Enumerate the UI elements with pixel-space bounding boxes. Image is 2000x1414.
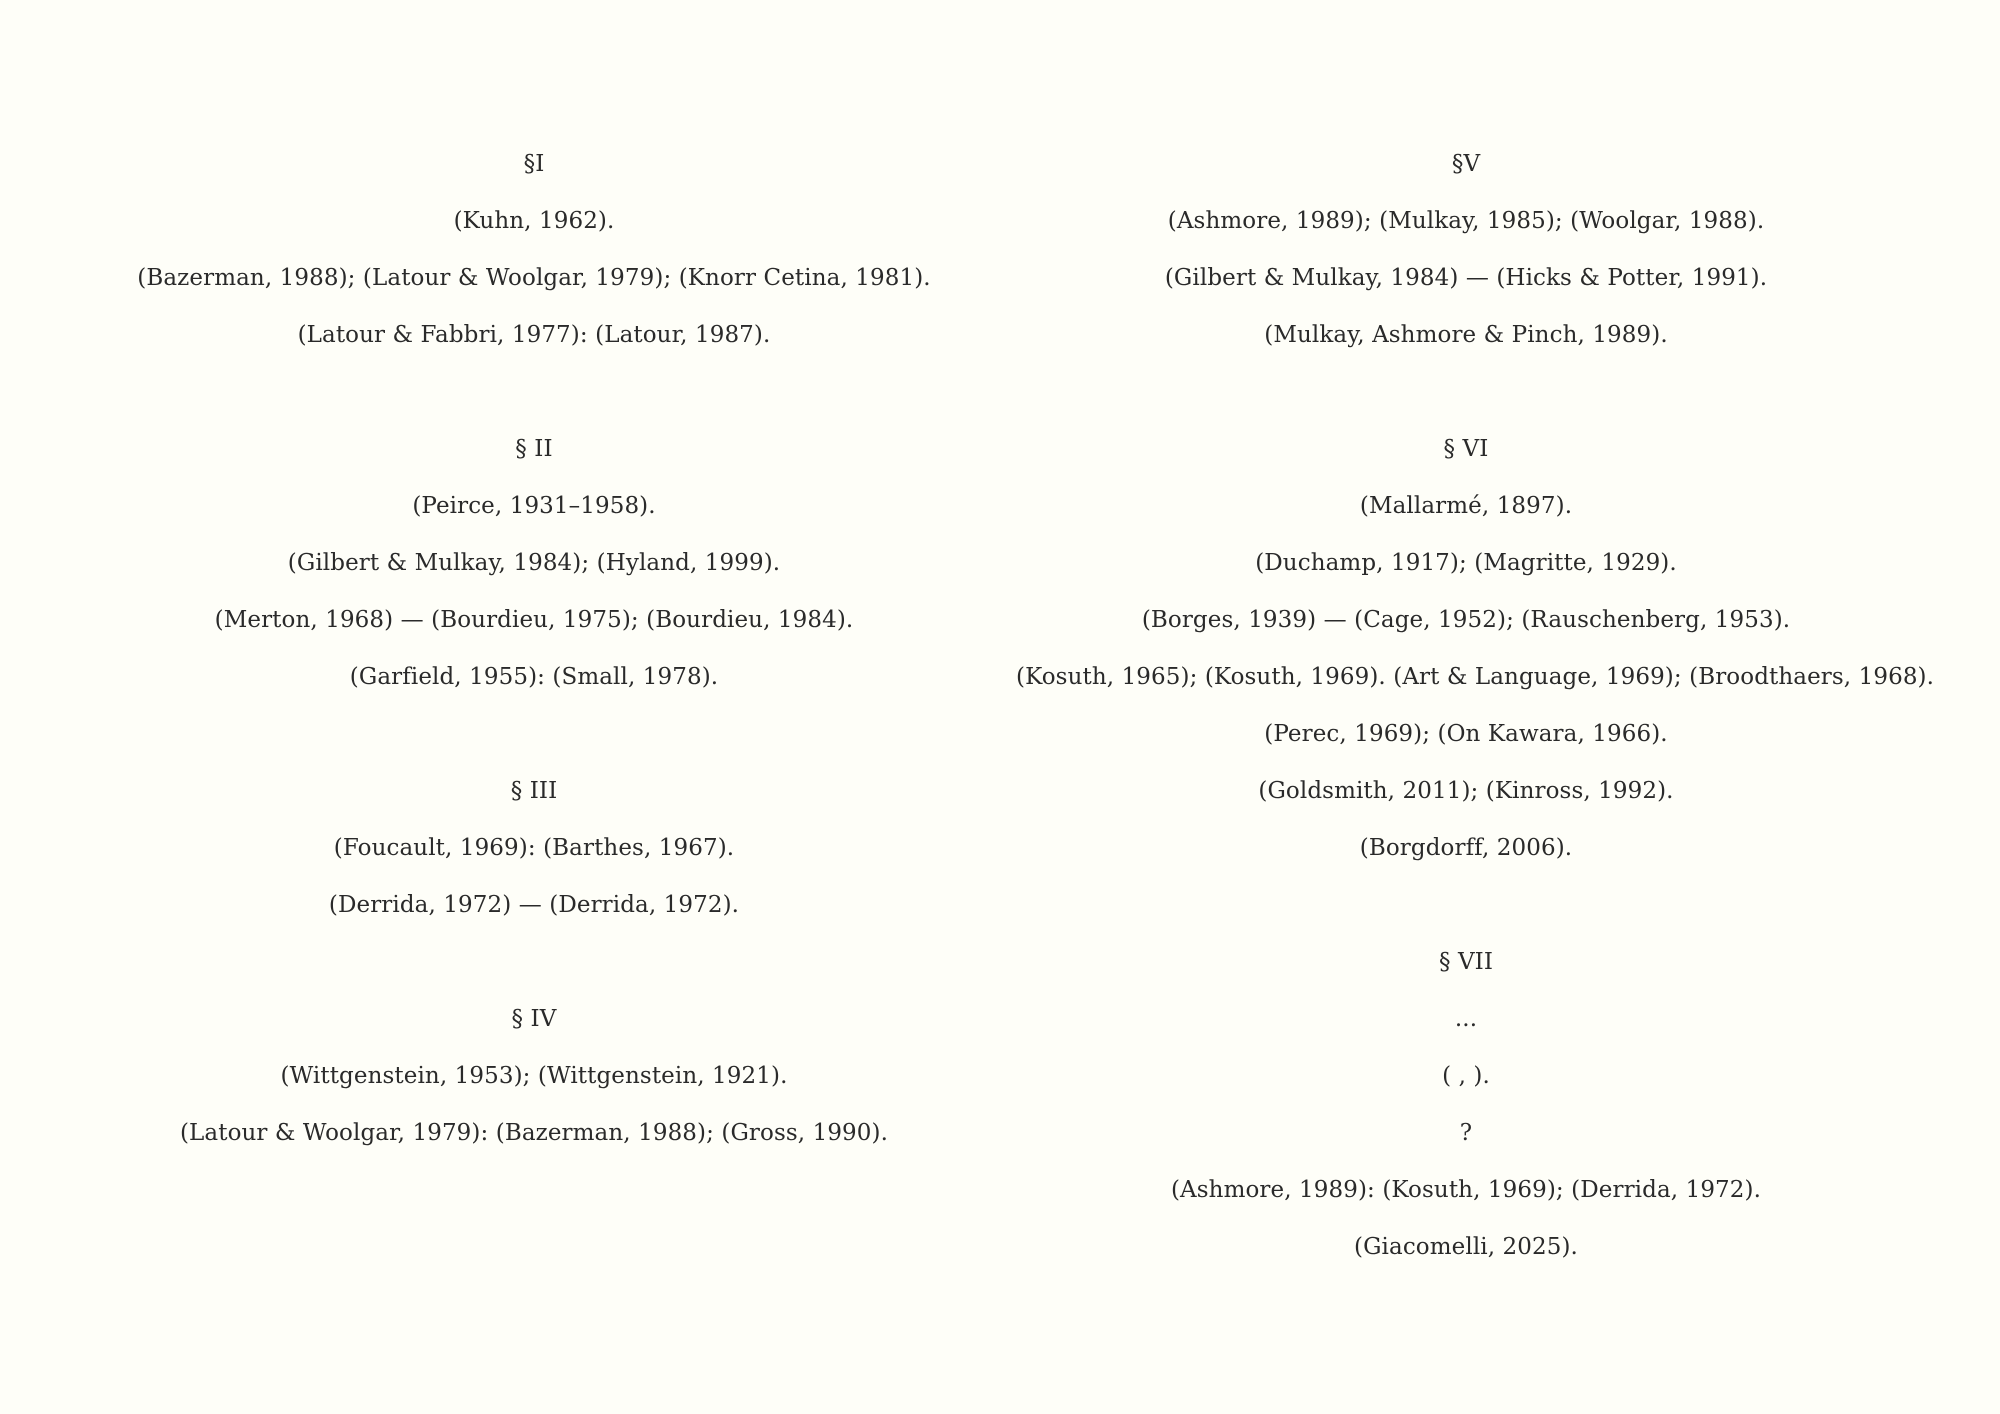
citation-line: (Derrida, 1972) — (Derrida, 1972).	[328, 892, 740, 918]
citation-line: (Borges, 1939) — (Cage, 1952); (Rauschenberg, 1953).	[1141, 607, 1791, 633]
citation-line: (Foucault, 1969): (Barthes, 1967).	[333, 835, 735, 861]
section-vi	[1016, 421, 1935, 877]
citation-line: (Garfield, 1955): (Small, 1978).	[349, 664, 719, 690]
section-gap	[134, 934, 934, 991]
citation-line: (Gilbert & Mulkay, 1984) — (Hicks & Potter, 1991).	[1164, 265, 1768, 291]
section-heading: § III	[510, 778, 558, 804]
citation-line: (Perec, 1969); (On Kawara, 1966).	[1264, 721, 1668, 747]
citation-line: (Latour & Woolgar, 1979): (Bazerman, 1988); (Gross, 1990).	[179, 1120, 889, 1146]
section-iv	[134, 991, 934, 1162]
section-heading: § VI	[1443, 436, 1489, 462]
question-line: ?	[1459, 1120, 1473, 1146]
citation-line: (Duchamp, 1917); (Magritte, 1929).	[1255, 550, 1677, 576]
section-gap	[134, 364, 934, 421]
citation-line: (Borgdorff, 2006).	[1359, 835, 1573, 861]
section-gap	[134, 706, 934, 763]
citation-line: (Giacomelli, 2025).	[1354, 1234, 1578, 1260]
section-heading: §V	[1451, 151, 1481, 177]
citation-line: (Ashmore, 1989); (Mulkay, 1985); (Woolgar, 1988).	[1167, 208, 1765, 234]
section-heading: § VII	[1438, 949, 1494, 975]
ellipsis-line: ...	[1454, 1006, 1478, 1032]
citation-line: (Bazerman, 1988); (Latour & Woolgar, 1979); (Knorr Cetina, 1981).	[137, 265, 931, 291]
citation-line: (Kosuth, 1965); (Kosuth, 1969). (Art & Language, 1969); (Broodthaers, 1968).	[1016, 664, 1935, 690]
right-column	[1016, 136, 1935, 1276]
section-v	[1016, 136, 1916, 364]
citation-line: (Kuhn, 1962).	[453, 208, 615, 234]
citation-line: (Merton, 1968) — (Bourdieu, 1975); (Bourdieu, 1984).	[214, 607, 854, 633]
section-heading: § IV	[511, 1006, 557, 1032]
section-ii	[134, 421, 934, 706]
section-iii	[134, 763, 934, 934]
citation-line: (Ashmore, 1989): (Kosuth, 1969); (Derrida, 1972).	[1170, 1177, 1762, 1203]
citation-line: (Mulkay, Ashmore & Pinch, 1989).	[1264, 322, 1668, 348]
citation-line: (Gilbert & Mulkay, 1984); (Hyland, 1999).	[287, 550, 781, 576]
section-heading: §I	[523, 151, 545, 177]
section-heading: § II	[515, 436, 553, 462]
section-vii	[1016, 934, 1916, 1276]
empty-citation-line: ( , ).	[1442, 1063, 1490, 1089]
citation-line: (Goldsmith, 2011); (Kinross, 1992).	[1258, 778, 1674, 804]
section-gap	[1016, 877, 1916, 934]
citation-line: (Wittgenstein, 1953); (Wittgenstein, 1921).	[280, 1063, 788, 1089]
citation-line: (Latour & Fabbri, 1977): (Latour, 1987).	[297, 322, 771, 348]
citation-line: (Peirce, 1931–1958).	[412, 493, 656, 519]
citation-line: (Mallarmé, 1897).	[1359, 493, 1573, 519]
left-column	[134, 136, 934, 1162]
section-gap	[1016, 364, 1916, 421]
section-i	[134, 136, 934, 364]
